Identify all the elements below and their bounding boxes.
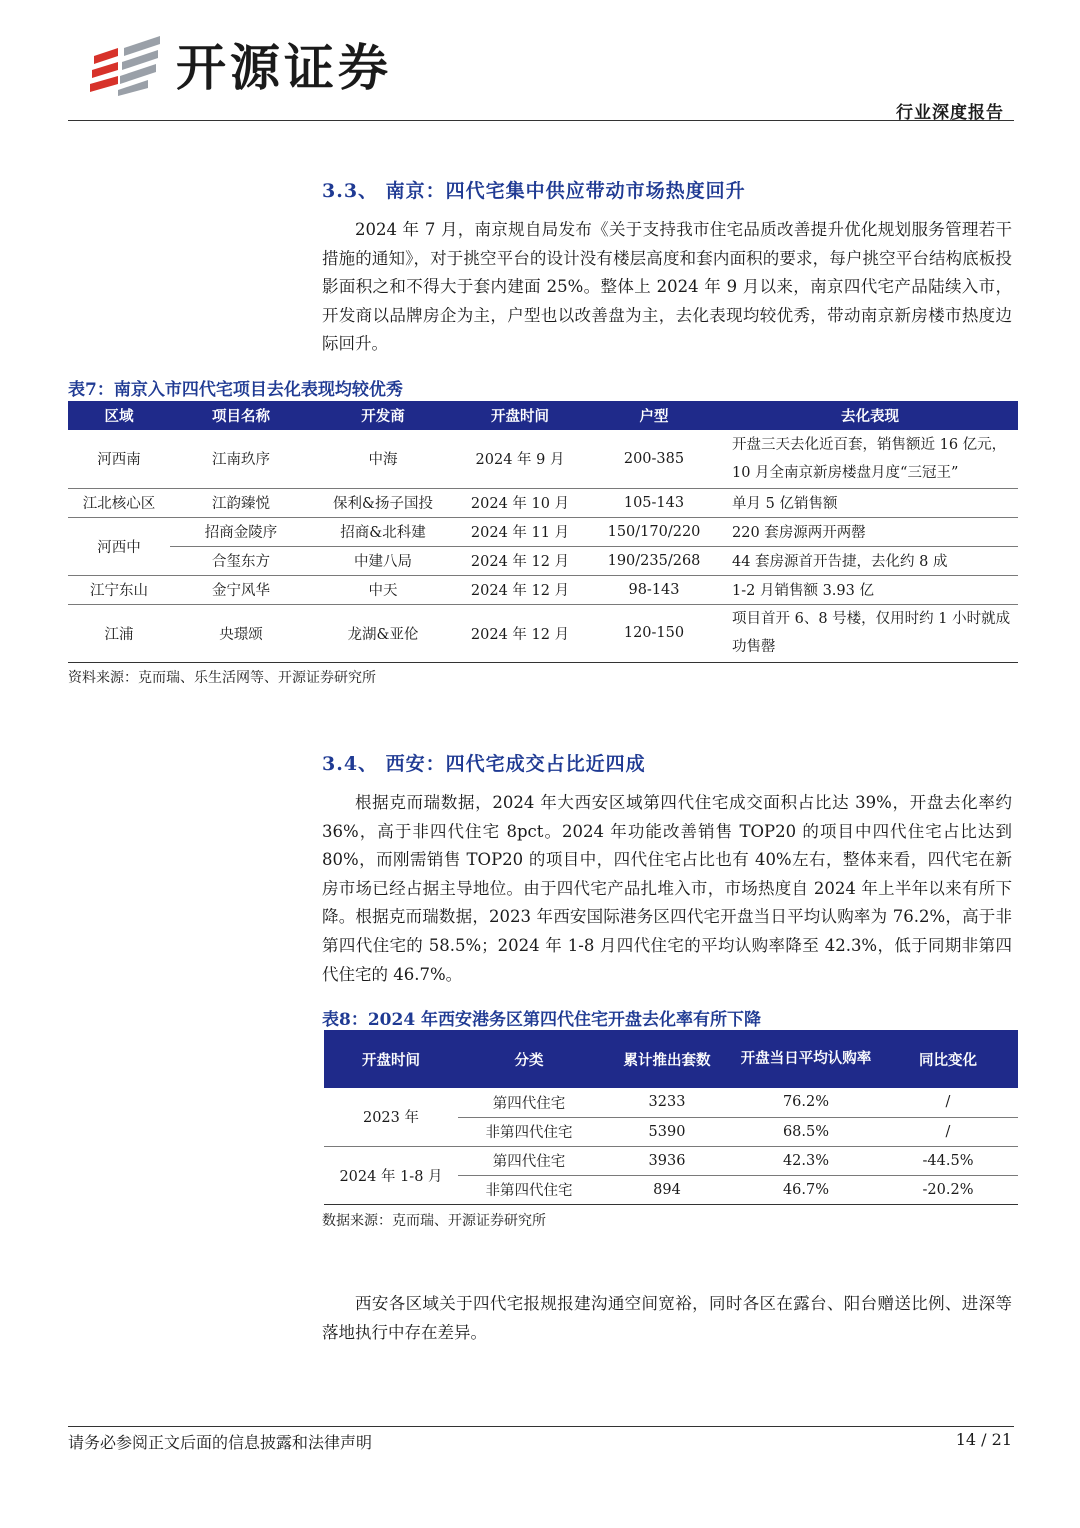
cell-rate: 76.2% — [734, 1088, 878, 1117]
cell-time: 2024 年 12 月 — [454, 546, 586, 575]
cell-developer: 招商&北科建 — [312, 517, 454, 546]
cell-rate: 42.3% — [734, 1146, 878, 1175]
table-row — [68, 604, 1018, 662]
cell-category: 非第四代住宅 — [458, 1117, 600, 1146]
cell-rate: 46.7% — [734, 1175, 878, 1204]
cell-units: 5390 — [600, 1117, 734, 1146]
cell-developer: 中天 — [312, 575, 454, 604]
cell-project: 江韵臻悦 — [170, 488, 312, 517]
table8-header: 开盘当日平均认购率 — [734, 1030, 878, 1088]
cell-performance: 220 套房源两开两罄 — [722, 517, 1018, 546]
table8-header: 同比变化 — [878, 1030, 1018, 1088]
table-row — [324, 1146, 1018, 1175]
cell-time: 2024 年 12 月 — [454, 604, 586, 662]
cell-time: 2024 年 12 月 — [454, 575, 586, 604]
cell-size: 120-150 — [586, 604, 722, 662]
cell-units: 3233 — [600, 1088, 734, 1117]
table8-header: 开盘时间 — [324, 1030, 458, 1088]
table8 — [324, 1030, 1018, 1205]
table-row — [68, 575, 1018, 604]
table7-header: 项目名称 — [170, 401, 312, 430]
cell-developer: 中海 — [312, 430, 454, 488]
table8-caption: 表8：2024 年西安港务区第四代住宅开盘去化率有所下降 — [322, 1010, 762, 1030]
cell-time: 2024 年 10 月 — [454, 488, 586, 517]
cell-units: 3936 — [600, 1146, 734, 1175]
cell-size: 98-143 — [586, 575, 722, 604]
header-divider — [68, 120, 1014, 121]
cell-performance: 单月 5 亿销售额 — [722, 488, 1018, 517]
cell-change: -20.2% — [878, 1175, 1018, 1204]
report-type: 行业深度报告 — [896, 103, 1004, 123]
table7-caption: 表7：南京入市四代宅项目去化表现均较优秀 — [68, 380, 403, 400]
table8-header: 累计推出套数 — [600, 1030, 734, 1088]
cell-performance: 44 套房源首开告捷，去化约 8 成 — [722, 546, 1018, 575]
footer-divider — [68, 1426, 1014, 1427]
table8-source: 数据来源：克而瑞、开源证券研究所 — [322, 1213, 546, 1229]
cell-size: 105-143 — [586, 488, 722, 517]
cell-size: 150/170/220 — [586, 517, 722, 546]
paragraph-closing: 西安各区域关于四代宅报规报建沟通空间宽裕，同时各区在露台、阳台赠送比例、进深等落地执行中存在差异。 — [322, 1294, 1012, 1342]
cell-performance: 开盘三天去化近百套，销售额近 16 亿元，10 月全南京新房楼盘月度“三冠王” — [722, 430, 1018, 488]
cell-size: 200-385 — [586, 430, 722, 488]
cell-rate: 68.5% — [734, 1117, 878, 1146]
table-row — [68, 546, 1018, 575]
cell-project: 合玺东方 — [170, 546, 312, 575]
cell-performance: 1-2 月销售额 3.93 亿 — [722, 575, 1018, 604]
cell-region: 江北核心区 — [68, 488, 170, 517]
cell-change: / — [878, 1117, 1018, 1146]
cell-project: 招商金陵序 — [170, 517, 312, 546]
cell-category: 第四代住宅 — [458, 1146, 600, 1175]
cell-category: 第四代住宅 — [458, 1088, 600, 1117]
table7-header: 户型 — [586, 401, 722, 430]
cell-developer: 中建八局 — [312, 546, 454, 575]
cell-project: 央璟颂 — [170, 604, 312, 662]
table8-header: 分类 — [458, 1030, 600, 1088]
cell-region: 江浦 — [68, 604, 170, 662]
disclaimer-note: 请务必参阅正文后面的信息披露和法律声明 — [68, 1433, 373, 1452]
cell-category: 非第四代住宅 — [458, 1175, 600, 1204]
logo-icon — [88, 34, 164, 98]
table7-header: 区域 — [68, 401, 170, 430]
table7 — [68, 401, 1018, 663]
cell-developer: 龙湖&亚伦 — [312, 604, 454, 662]
cell-time: 2024 年 9 月 — [454, 430, 586, 488]
paragraph-xian: 根据克而瑞数据，2024 年大西安区域第四代住宅成交面积占比达 39%，开盘去化率约 36%，高于非四代住宅 8pct。2024 年功能改善销售 TOP20 的项目中四代住宅占比达到 80%，而刚需销售 TOP20 的项目中，四代住宅占比也有 40%左右，整体来看，四代宅在新房市场已经占据主导地位。由于四代宅产品扎堆入市，市场热度自 2024 年上半年以来有所下降。根据克而瑞数据，2023 年西安国际港务区四代宅开盘当日平均认购率为 76.2%，高于非第四代住宅的 58.5%；2024 年 1-8 月四代住宅的平均认购率降至 42.3%，低于同期非第四代住宅的 46.7%。 — [322, 793, 1012, 984]
brand-name: 开源证券 — [176, 39, 392, 97]
section-title-xian: 3.4、 西安：四代宅成交占比近四成 — [322, 753, 646, 775]
table7-source: 资料来源：克而瑞、乐生活网等、开源证券研究所 — [68, 670, 376, 686]
cell-region: 河西中 — [68, 517, 170, 575]
cell-change: / — [878, 1088, 1018, 1117]
section-title-nanjing: 3.3、 南京：四代宅集中供应带动市场热度回升 — [322, 180, 746, 202]
cell-change: -44.5% — [878, 1146, 1018, 1175]
cell-region: 河西南 — [68, 430, 170, 488]
cell-developer: 保利&扬子国投 — [312, 488, 454, 517]
table-row — [68, 488, 1018, 517]
cell-period: 2024 年 1-8 月 — [324, 1146, 458, 1204]
table7-header: 去化表现 — [722, 401, 1018, 430]
page-number: 14 / 21 — [955, 1430, 1012, 1449]
cell-project: 金宁风华 — [170, 575, 312, 604]
table-row — [324, 1088, 1018, 1117]
table-row — [68, 430, 1018, 488]
table7-header: 开发商 — [312, 401, 454, 430]
cell-performance: 项目首开 6、8 号楼，仅用时约 1 小时就成功售罄 — [722, 604, 1018, 662]
cell-time: 2024 年 11 月 — [454, 517, 586, 546]
table7-header: 开盘时间 — [454, 401, 586, 430]
table-row — [68, 517, 1018, 546]
cell-project: 江南玖序 — [170, 430, 312, 488]
cell-period: 2023 年 — [324, 1088, 458, 1146]
paragraph-nanjing: 2024 年 7 月，南京规自局发布《关于支持我市住宅品质改善提升优化规划服务管理若干措施的通知》，对于挑空平台的设计没有楼层高度和套内面积的要求，每户挑空平台结构底板投影面积之和不得大于套内建面 25%。整体上 2024 年 9 月以来，南京四代宅产品陆续入市，开发商以品牌房企为主，户型也以改善盘为主，去化表现均较优秀，带动南京新房楼市热度边际回升。 — [322, 220, 1012, 354]
cell-region: 江宁东山 — [68, 575, 170, 604]
cell-size: 190/235/268 — [586, 546, 722, 575]
cell-units: 894 — [600, 1175, 734, 1204]
